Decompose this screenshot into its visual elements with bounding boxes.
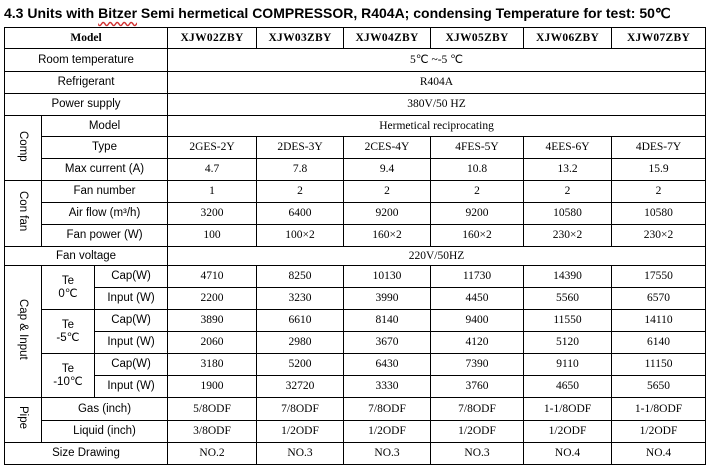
table-cell: 7.8 [257,159,344,181]
row-label: Input (W) [95,288,168,310]
table-cell: 4450 [431,288,524,310]
table-cell: 10130 [344,266,431,288]
table-cell: 4FES-5Y [431,137,524,159]
table-cell: 1/2ODF [524,421,612,443]
te-label: Te 0℃ [42,266,95,310]
table-cell: 3760 [431,376,524,398]
table-cell: 1/2ODF [257,421,344,443]
row-label: Size Drawing [5,443,168,465]
table-cell: NO.4 [524,443,612,465]
table-cell: 6570 [612,288,706,310]
table-cell: 5650 [612,376,706,398]
table-cell: 3670 [344,332,431,354]
table-cell: 5/8ODF [168,398,257,421]
row-label: Model [42,116,168,137]
cap-row [5,310,706,332]
air-flow-row [5,203,706,225]
table-cell: 2DES-3Y [257,137,344,159]
con-fan-group-label: Con fan [5,181,42,247]
model-header-cell: XJW04ZBY [344,28,431,49]
table-cell: NO.3 [431,443,524,465]
table-cell: 9200 [344,203,431,225]
table-cell: 160×2 [344,225,431,247]
model-header-cell: XJW02ZBY [168,28,257,49]
table-cell: 7/8ODF [431,398,524,421]
comp-max-current-row [5,159,706,181]
table-cell: 7/8ODF [257,398,344,421]
table-cell: 6430 [344,354,431,376]
table-cell: 1 [168,181,257,203]
row-label: Room temperature [5,49,168,72]
comp-model-value: Hermetical reciprocating [168,116,706,137]
row-label: Cap(W) [95,266,168,288]
fan-voltage-value: 220V/50HZ [168,247,706,266]
row-label: Fan voltage [5,247,168,266]
table-cell: 2CES-4Y [344,137,431,159]
spec-table [4,27,706,465]
table-cell: 2 [257,181,344,203]
comp-type-row [5,137,706,159]
table-cell: 230×2 [524,225,612,247]
table-cell: NO.4 [612,443,706,465]
row-label: Cap(W) [95,354,168,376]
row-label: Cap(W) [95,310,168,332]
table-cell: 9200 [431,203,524,225]
model-header-cell: XJW05ZBY [431,28,524,49]
table-cell: 2980 [257,332,344,354]
table-cell: 1-1/8ODF [612,398,706,421]
table-cell: 9110 [524,354,612,376]
table-cell: 13.2 [524,159,612,181]
input-row [5,288,706,310]
title-brand: Bitzer [98,5,138,21]
row-label: Power supply [5,94,168,116]
table-cell: 9.4 [344,159,431,181]
table-cell: 5120 [524,332,612,354]
table-cell: 1900 [168,376,257,398]
row-label: Input (W) [95,332,168,354]
table-cell: 7/8ODF [344,398,431,421]
table-cell: 2 [344,181,431,203]
fan-power-row [5,225,706,247]
table-cell: 6610 [257,310,344,332]
power-supply-value: 380V/50 HZ [168,94,706,116]
table-cell: 5560 [524,288,612,310]
table-cell: 160×2 [431,225,524,247]
table-cell: 8140 [344,310,431,332]
table-cell: 1/2ODF [612,421,706,443]
row-label: Fan number [42,181,168,203]
table-cell: 1-1/8ODF [524,398,612,421]
table-cell: 3330 [344,376,431,398]
model-header-cell: XJW07ZBY [612,28,706,49]
table-cell: 4710 [168,266,257,288]
size-drawing-row [5,443,706,465]
table-cell: NO.3 [257,443,344,465]
row-label: Liquid (inch) [42,421,168,443]
table-cell: 17550 [612,266,706,288]
table-cell: 100 [168,225,257,247]
table-cell: 10580 [612,203,706,225]
row-label: Fan power (W) [42,225,168,247]
table-cell: 8250 [257,266,344,288]
table-cell: 14110 [612,310,706,332]
table-cell: 6400 [257,203,344,225]
input-row [5,376,706,398]
cap-input-group-label: Cap & Input [5,266,42,398]
table-cell: 2060 [168,332,257,354]
refrigerant-value: R404A [168,72,706,94]
model-header-cell: XJW03ZBY [257,28,344,49]
fan-number-row [5,181,706,203]
fan-voltage-row [5,247,706,266]
row-label: Refrigerant [5,72,168,94]
title-suffix: Semi hermetical COMPRESSOR, R404A; condensing Temperature for test: 50℃ [137,5,671,21]
row-label: Gas (inch) [42,398,168,421]
table-cell: 230×2 [612,225,706,247]
power-supply-row [5,94,706,116]
table-cell: 15.9 [612,159,706,181]
input-row [5,332,706,354]
table-cell: 100×2 [257,225,344,247]
table-cell: 4120 [431,332,524,354]
cap-row [5,266,706,288]
liquid-row [5,421,706,443]
table-cell: 3990 [344,288,431,310]
table-cell: 2 [612,181,706,203]
model-header-cell: XJW06ZBY [524,28,612,49]
table-cell: 11550 [524,310,612,332]
table-cell: NO.3 [344,443,431,465]
table-cell: 9400 [431,310,524,332]
table-cell: 1/2ODF [344,421,431,443]
row-label: Air flow (m³/h) [42,203,168,225]
table-cell: 3200 [168,203,257,225]
header-row [5,28,706,49]
refrigerant-row [5,72,706,94]
table-cell: 3890 [168,310,257,332]
table-cell: 10.8 [431,159,524,181]
room-temperature-row [5,49,706,72]
row-label: Max current (A) [42,159,168,181]
row-label: Input (W) [95,376,168,398]
comp-group-label: Comp [5,116,42,181]
table-cell: 3180 [168,354,257,376]
page-title [4,2,671,24]
table-cell: 11150 [612,354,706,376]
table-cell: 3230 [257,288,344,310]
model-header-label: Model [5,28,168,49]
table-cell: 2GES-2Y [168,137,257,159]
pipe-group-label: Pipe [5,398,42,443]
table-cell: 11730 [431,266,524,288]
table-cell: 6140 [612,332,706,354]
table-cell: 4650 [524,376,612,398]
table-cell: 2200 [168,288,257,310]
te-label: Te -5℃ [42,310,95,354]
table-cell: 14390 [524,266,612,288]
table-cell: 1/2ODF [431,421,524,443]
row-label: Type [42,137,168,159]
table-cell: NO.2 [168,443,257,465]
table-cell: 3/8ODF [168,421,257,443]
table-cell: 4.7 [168,159,257,181]
cap-row [5,354,706,376]
table-cell: 4DES-7Y [612,137,706,159]
title-prefix: 4.3 Units with [4,5,99,21]
table-cell: 5200 [257,354,344,376]
gas-row [5,398,706,421]
room-temperature-value: 5℃ ~-5 ℃ [168,49,706,72]
te-label: Te -10℃ [42,354,95,398]
table-cell: 10580 [524,203,612,225]
table-cell: 7390 [431,354,524,376]
table-cell: 2 [431,181,524,203]
table-cell: 32720 [257,376,344,398]
table-cell: 2 [524,181,612,203]
comp-model-row [5,116,706,137]
table-cell: 4EES-6Y [524,137,612,159]
